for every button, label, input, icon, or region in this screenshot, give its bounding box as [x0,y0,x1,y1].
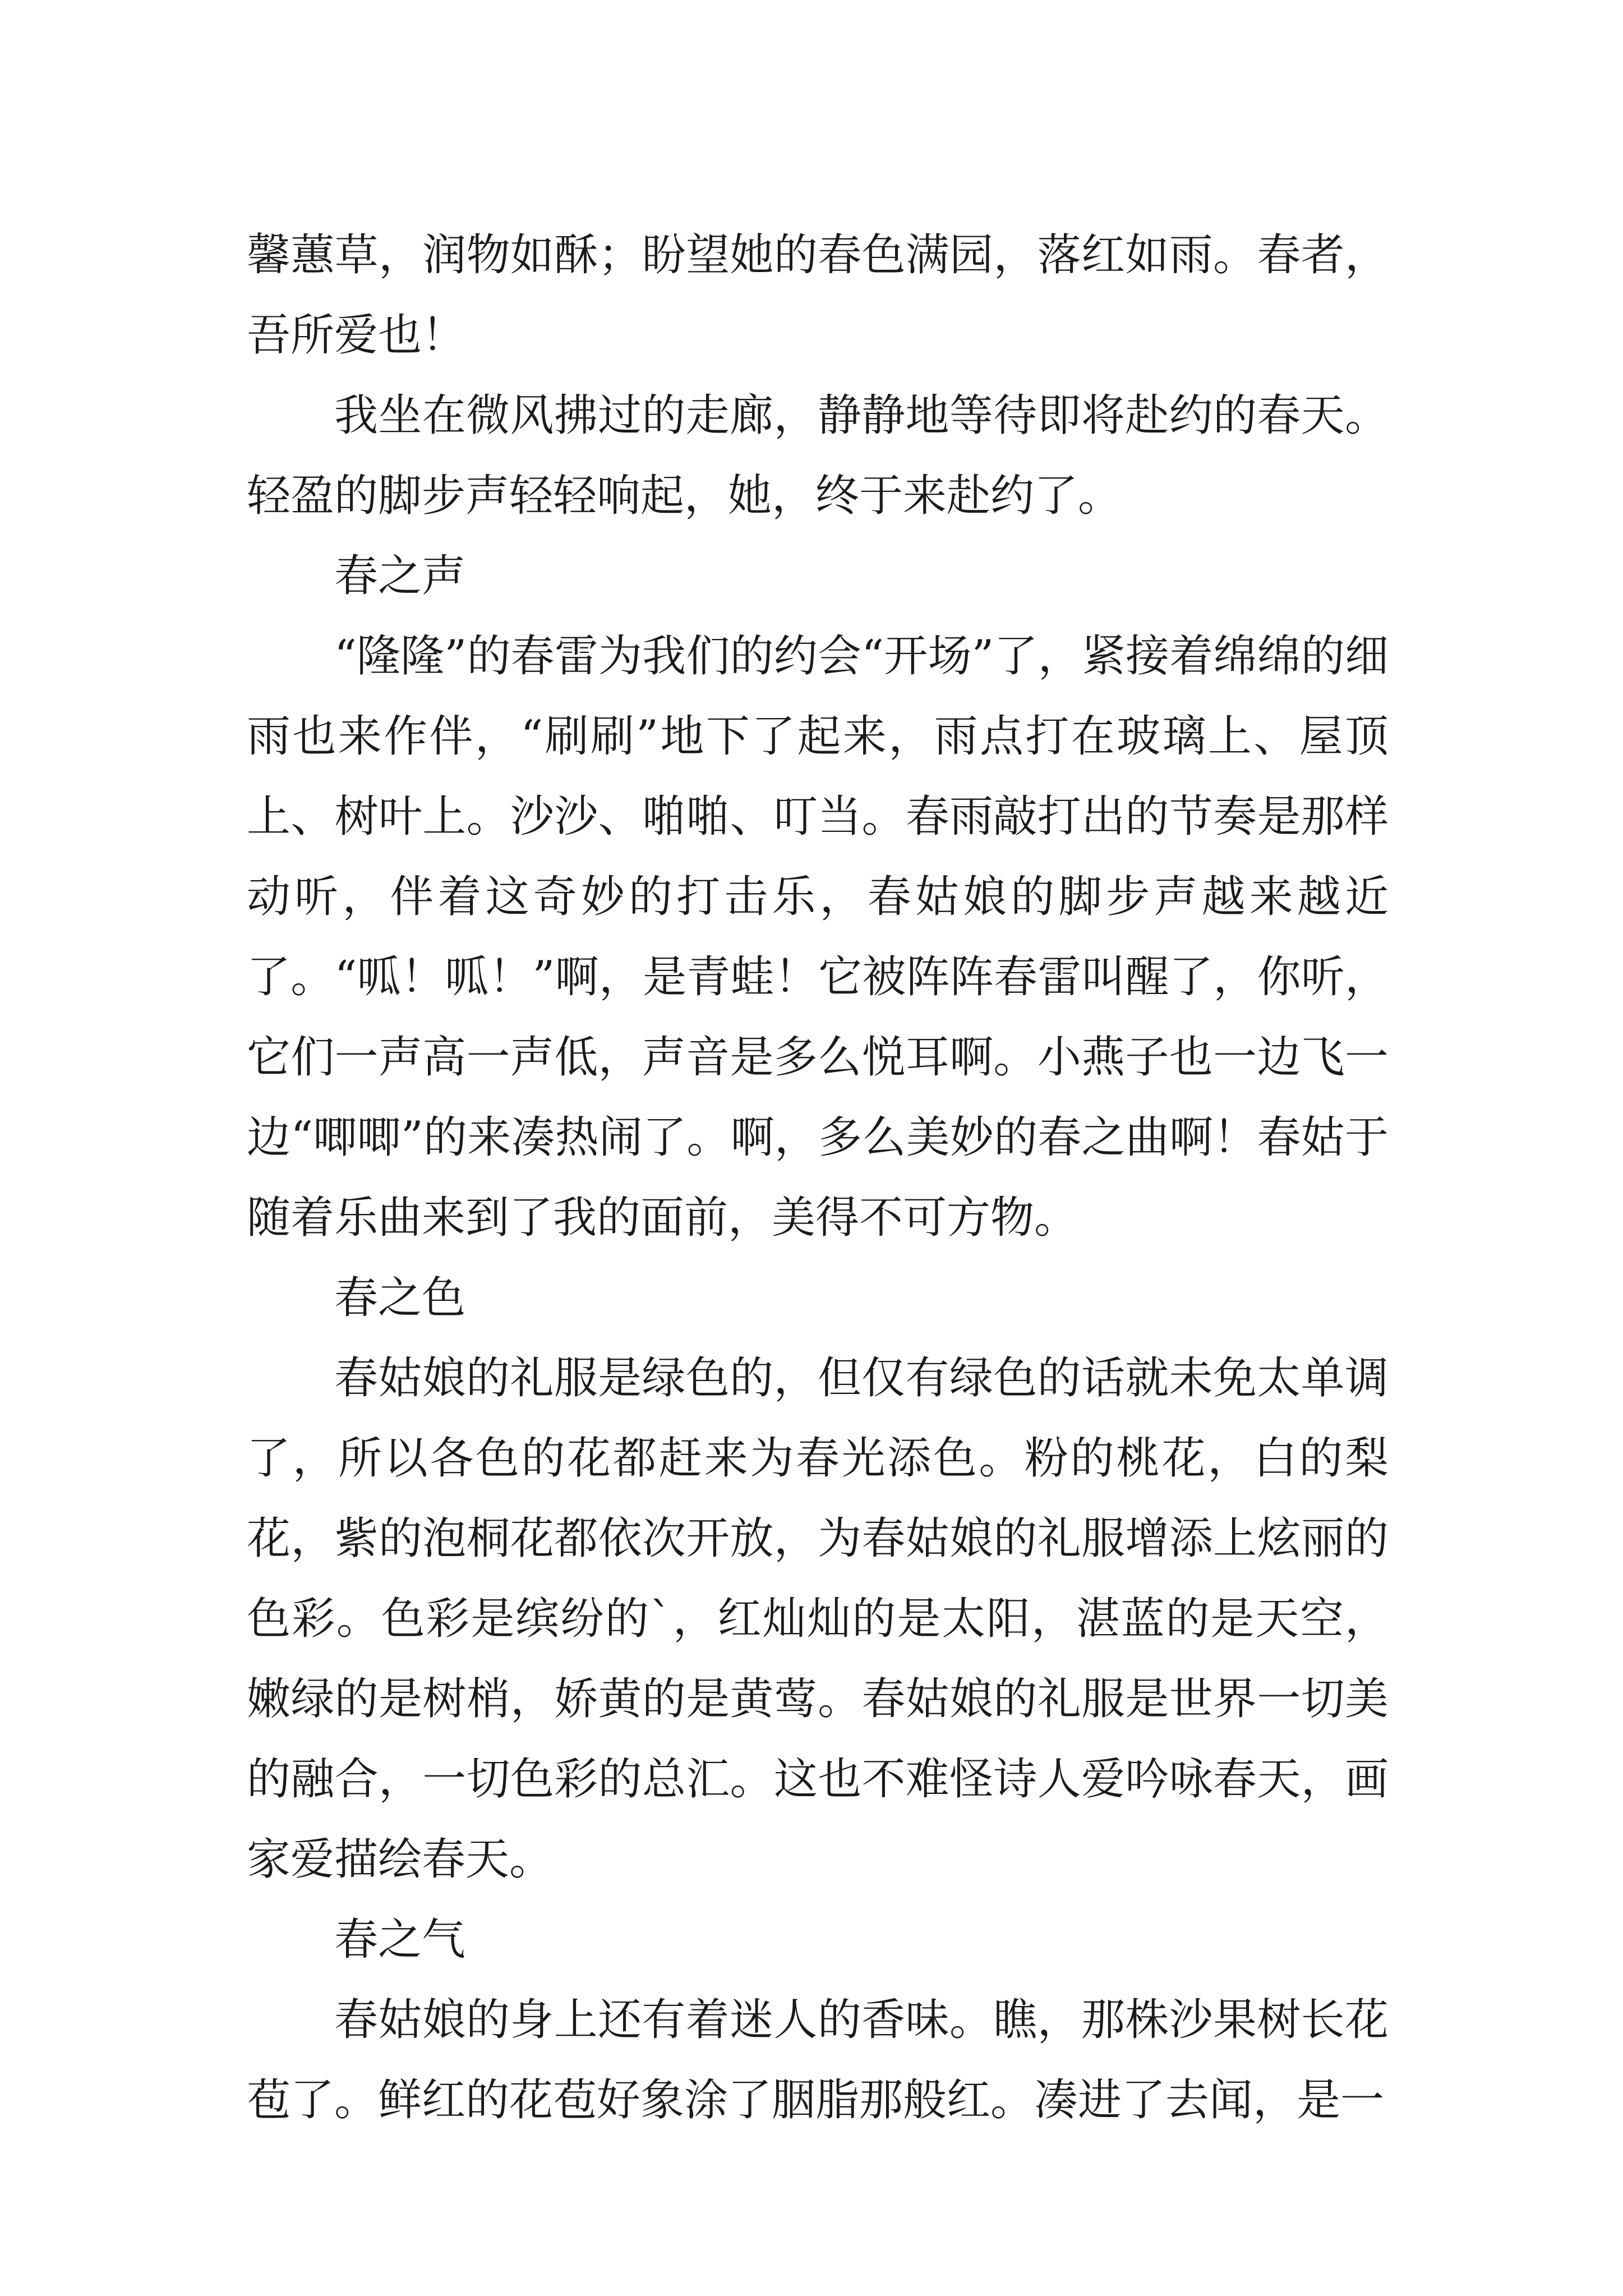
paragraph-scent: 春姑娘的身上还有着迷人的香味。瞧，那株沙果树长花苞了。鲜红的花苞好象涂了胭脂那般红。凑进了去闻，是一 [247,1995,1389,2125]
paragraph-continuation: 馨蕙草，润物如酥；盼望她的春色满园，落红如雨。春者，吾所爱也！ [247,230,1389,361]
paragraph-sound: “隆隆”的春雷为我们的约会“开场”了，紧接着绵绵的细雨也来作伴，“刷刷”地下了起来，雨点打在玻璃上、屋顶上、树叶上。沙沙、啪啪、叮当。春雨敲打出的节奏是那样动听，伴着这奇妙的打击乐，春姑娘的脚步声越来越近了。“呱！呱！”啊，是青蛙！它被阵阵春雷叫醒了，你听，它们一声高一声低，声音是多么悦耳啊。小燕子也一边飞一边“唧唧”的来凑热闹了。啊，多么美妙的春之曲啊！春姑于随着乐曲来到了我的面前，美得不可方物。 [247,631,1389,1243]
section-heading-color: 春之色 [334,1273,466,1323]
document-page [247,215,1389,2141]
section-heading-sound: 春之声 [334,551,466,601]
paragraph-waiting: 我坐在微风拂过的走廊，静静地等待即将赴约的春天。轻盈的脚步声轻轻响起，她，终于来赴约了。 [247,390,1389,521]
paragraph-color: 春姑娘的礼服是绿色的，但仅有绿色的话就未免太单调了，所以各色的花都赶来为春光添色。粉的桃花，白的梨花，紫的泡桐花都依次开放，为春姑娘的礼服增添上炫丽的色彩。色彩是缤纷的`，红灿灿的是太阳，湛蓝的是天空，嫩绿的是树梢，娇黄的是黄莺。春姑娘的礼服是世界一切美的融合，一切色彩的总汇。这也不难怪诗人爱吟咏春天，画家爱描绘春天。 [247,1353,1389,1885]
section-heading-scent: 春之气 [334,1915,466,1965]
